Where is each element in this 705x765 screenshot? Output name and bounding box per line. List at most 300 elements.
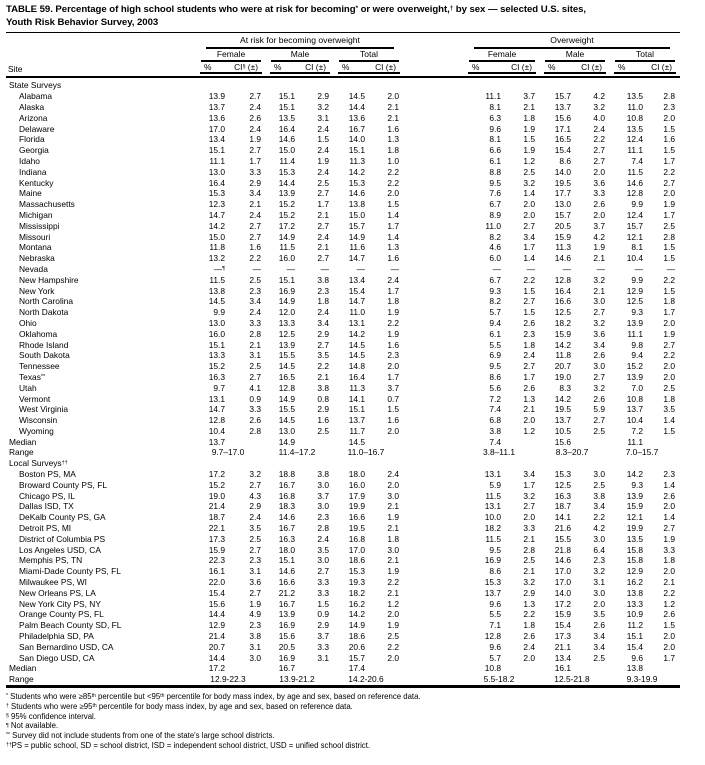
value-cell: 16.0	[348, 479, 365, 490]
value-cell: 6.4	[593, 544, 605, 555]
value-cell: 2.4	[593, 123, 605, 134]
value-cell: 11.3	[349, 155, 365, 166]
spacer-cell	[404, 599, 464, 610]
ci-label: CI (±)	[581, 61, 602, 72]
value-cell: 15.3	[278, 166, 295, 177]
value-cell: 15.5	[278, 350, 295, 361]
median-value: 7.4	[489, 436, 501, 447]
value-cell: 2.6	[593, 393, 605, 404]
value-cell: 2.9	[523, 587, 535, 598]
value-cell: 8.6	[559, 155, 571, 166]
spacer-cell	[404, 642, 464, 653]
spacer-cell	[404, 296, 464, 307]
value-cell: —	[390, 263, 399, 274]
subgroup-female-overweight: Female	[464, 49, 540, 62]
value-cell: 2.2	[663, 166, 675, 177]
value-cell: 9.4	[631, 350, 643, 361]
value-cell: 3.4	[317, 317, 329, 328]
value-cell: 6.3	[489, 112, 501, 123]
value-cell: 17.0	[554, 577, 571, 588]
subgroup-male-overweight: Male	[540, 49, 610, 62]
spacer-cell	[404, 512, 464, 523]
site-label: Nevada	[19, 263, 48, 274]
value-cell: 2.1	[523, 566, 535, 577]
spacer-cell	[404, 491, 464, 502]
value-cell: 22.0	[208, 577, 225, 588]
table-row	[6, 145, 680, 156]
value-cell: 2.1	[387, 112, 399, 123]
value-cell: 15.9	[208, 544, 225, 555]
value-cell: 14.7	[208, 209, 225, 220]
value-cell: 2.2	[593, 134, 605, 145]
site-label: Dallas ISD, TX	[19, 501, 74, 512]
value-cell: 15.3	[208, 188, 225, 199]
value-cell: 2.3	[593, 555, 605, 566]
empty-cell	[648, 663, 680, 674]
value-cell: 2.2	[663, 274, 675, 285]
value-cell: 3.0	[387, 544, 399, 555]
value-cell: 1.7	[523, 371, 535, 382]
value-cell: 2.6	[593, 350, 605, 361]
value-cell: 21.1	[554, 641, 571, 652]
value-cell: 2.0	[663, 317, 675, 328]
table-row	[6, 631, 680, 642]
value-cell: 1.3	[387, 134, 399, 145]
value-cell: 14.1	[554, 512, 571, 523]
value-cell: 13.4	[554, 652, 571, 663]
value-cell: 2.7	[249, 371, 261, 382]
value-cell: 1.7	[663, 209, 675, 220]
range-value: 11.0–16.7	[347, 447, 385, 458]
value-cell: 1.9	[523, 145, 535, 156]
value-cell: 15.3	[348, 566, 365, 577]
value-cell: 12.9	[626, 566, 643, 577]
value-cell: 17.1	[554, 123, 571, 134]
value-cell: 1.5	[663, 145, 675, 156]
value-cell: 18.6	[348, 631, 365, 642]
table-row	[6, 307, 680, 318]
value-cell: 19.0	[554, 371, 571, 382]
site-label: Vermont	[19, 393, 51, 404]
value-cell: 3.3	[317, 641, 329, 652]
range-value: 7.0–15.7	[625, 447, 659, 458]
value-cell: 9.6	[489, 598, 501, 609]
median-label: Median	[9, 663, 37, 674]
value-cell: 1.9	[249, 134, 261, 145]
value-cell: 9.5	[489, 361, 501, 372]
value-cell: 3.7	[523, 91, 535, 102]
range-value: 14.2-20.6	[348, 674, 384, 685]
value-cell: 13.1	[484, 469, 501, 480]
value-cell: 3.5	[663, 404, 675, 415]
value-cell: 2.7	[249, 145, 261, 156]
value-cell: 3.5	[317, 544, 329, 555]
site-label: West Virginia	[19, 404, 69, 415]
value-cell: 2.7	[249, 91, 261, 102]
value-cell: 2.5	[593, 652, 605, 663]
value-cell: 15.1	[626, 631, 643, 642]
value-cell: 1.4	[387, 209, 399, 220]
value-cell: 16.7	[278, 479, 295, 490]
value-cell: 16.4	[554, 285, 571, 296]
value-cell: 18.2	[348, 587, 365, 598]
spacer-cell	[404, 221, 464, 232]
value-cell: 6.6	[489, 145, 501, 156]
spacer-cell	[404, 286, 464, 297]
value-cell: 1.9	[387, 328, 399, 339]
value-cell: 13.1	[348, 317, 365, 328]
header-group-row	[6, 33, 680, 49]
value-cell: 3.2	[317, 101, 329, 112]
value-cell: 2.7	[523, 501, 535, 512]
value-cell: 16.6	[554, 296, 571, 307]
table-row	[6, 555, 680, 566]
spacer-cell	[6, 49, 196, 62]
table-row	[6, 404, 680, 415]
value-cell: 3.1	[593, 577, 605, 588]
value-cell: 13.7	[348, 415, 365, 426]
value-cell: 14.0	[554, 166, 571, 177]
value-cell: 3.3	[663, 544, 675, 555]
value-cell: 10.4	[626, 415, 643, 426]
value-cell: 4.2	[593, 91, 605, 102]
site-label: Arizona	[19, 112, 48, 123]
site-label: Oklahoma	[19, 328, 58, 339]
value-cell: 2.1	[317, 209, 329, 220]
value-cell: 2.3	[317, 285, 329, 296]
value-cell: 2.3	[249, 285, 261, 296]
value-cell: 14.4	[278, 177, 295, 188]
table-title-line1: TABLE 59. Percentage of high school students who were at risk for becoming* or were overweight,† by sex — selected U.S. sites,	[6, 4, 587, 15]
value-cell: 4.2	[593, 523, 605, 534]
value-cell: 18.0	[348, 469, 365, 480]
value-cell: 14.4	[348, 101, 365, 112]
value-cell: 13.9	[278, 609, 295, 620]
value-cell: 3.4	[593, 641, 605, 652]
value-cell: 12.8	[208, 415, 225, 426]
value-cell: 3.4	[249, 296, 261, 307]
value-cell: 7.4	[631, 155, 643, 166]
site-label: Memphis PS, TN	[19, 555, 83, 566]
value-cell: 11.5	[485, 490, 501, 501]
value-cell: 2.1	[523, 101, 535, 112]
value-cell: 16.9	[278, 652, 295, 663]
site-label: North Carolina	[19, 296, 73, 307]
value-cell: 13.6	[348, 112, 365, 123]
value-cell: 2.1	[317, 371, 329, 382]
value-cell: 11.5	[627, 166, 643, 177]
value-cell: 2.3	[523, 328, 535, 339]
value-cell: 17.7	[554, 188, 571, 199]
value-cell: 2.6	[249, 112, 261, 123]
value-cell: 15.3	[554, 469, 571, 480]
section-label: Local Surveys††	[9, 458, 68, 469]
range-value: 11.4–17.2	[278, 447, 316, 458]
range-row	[6, 447, 680, 458]
value-cell: 15.5	[278, 404, 295, 415]
value-cell: 13.7	[208, 101, 225, 112]
spacer-cell	[404, 91, 464, 102]
value-cell: 2.2	[593, 512, 605, 523]
value-cell: 0.9	[249, 393, 261, 404]
value-cell: 15.4	[554, 145, 571, 156]
value-cell: 4.3	[249, 490, 261, 501]
value-cell: 1.4	[663, 512, 675, 523]
value-cell: 3.7	[317, 631, 329, 642]
value-cell: —	[356, 263, 365, 274]
table-row	[6, 264, 680, 275]
spacer-cell	[404, 394, 464, 405]
site-label: Indiana	[19, 166, 47, 177]
spacer-cell	[404, 264, 464, 275]
value-cell: 14.1	[348, 393, 365, 404]
value-cell: 8.1	[489, 101, 501, 112]
value-cell: 13.0	[208, 166, 225, 177]
value-cell: 1.7	[317, 199, 329, 210]
value-cell: 17.9	[348, 490, 365, 501]
value-cell: 15.8	[626, 555, 643, 566]
site-label: Ohio	[19, 317, 37, 328]
table-row	[6, 620, 680, 631]
value-cell: 13.7	[554, 415, 571, 426]
value-cell: 15.6	[554, 112, 571, 123]
value-cell: 14.5	[208, 296, 225, 307]
value-cell: 2.4	[249, 123, 261, 134]
value-cell: 10.4	[626, 253, 643, 264]
table-row	[6, 566, 680, 577]
value-cell: 7.6	[489, 188, 501, 199]
pct-label: %	[342, 61, 350, 72]
spacer-cell	[404, 242, 464, 253]
value-cell: 7.2	[631, 425, 643, 436]
value-cell: 1.2	[663, 598, 675, 609]
value-cell: 3.0	[249, 652, 261, 663]
value-cell: 2.9	[317, 328, 329, 339]
value-cell: 2.8	[663, 91, 675, 102]
value-cell: 7.4	[489, 404, 501, 415]
section-header-row	[6, 77, 680, 91]
value-cell: 3.3	[317, 587, 329, 598]
value-cell: 11.5	[485, 533, 501, 544]
range-value: 5.5-18.2	[483, 674, 515, 685]
value-cell: 15.3	[484, 577, 501, 588]
value-cell: 4.0	[593, 112, 605, 123]
value-cell: 1.6	[663, 134, 675, 145]
value-cell: 1.3	[523, 598, 535, 609]
value-cell: 2.0	[387, 91, 399, 102]
value-cell: 21.2	[278, 587, 295, 598]
value-cell: 3.1	[317, 112, 329, 123]
table-row	[6, 199, 680, 210]
value-cell: 1.9	[387, 307, 399, 318]
value-cell: 1.7	[663, 155, 675, 166]
value-cell: 15.7	[348, 220, 365, 231]
value-cell: 1.9	[387, 512, 399, 523]
value-cell: 5.9	[593, 404, 605, 415]
value-cell: 2.2	[663, 350, 675, 361]
value-cell: 2.4	[523, 350, 535, 361]
value-cell: 15.3	[348, 177, 365, 188]
value-cell: 19.9	[626, 523, 643, 534]
value-cell: 3.8	[317, 469, 329, 480]
site-label: Chicago PS, IL	[19, 490, 75, 501]
value-cell: 13.5	[626, 91, 643, 102]
spacer-cell	[404, 145, 464, 156]
value-cell: 9.9	[631, 199, 643, 210]
site-label: Mississippi	[19, 220, 60, 231]
value-cell: 3.3	[249, 166, 261, 177]
value-cell: 2.2	[249, 253, 261, 264]
value-cell: 16.8	[348, 533, 365, 544]
spacer-cell	[404, 663, 464, 674]
value-cell: 3.7	[593, 220, 605, 231]
value-cell: 10.8	[626, 393, 643, 404]
value-cell: 3.7	[317, 490, 329, 501]
value-cell: 4.6	[489, 242, 501, 253]
table-row	[6, 599, 680, 610]
value-cell: 2.0	[663, 566, 675, 577]
value-cell: 2.1	[593, 285, 605, 296]
value-cell: 2.4	[523, 641, 535, 652]
value-cell: 0.9	[317, 609, 329, 620]
value-cell: 3.6	[593, 328, 605, 339]
value-cell: 2.1	[387, 501, 399, 512]
value-cell: 2.6	[249, 415, 261, 426]
value-cell: 3.4	[249, 188, 261, 199]
value-cell: 13.3	[278, 317, 295, 328]
value-cell: 11.4	[279, 155, 295, 166]
site-label: Alabama	[19, 91, 53, 102]
value-cell: 17.2	[208, 469, 225, 480]
site-label: Kentucky	[19, 177, 54, 188]
value-cell: 8.3	[559, 382, 571, 393]
site-label: DeKalb County PS, GA	[19, 512, 106, 523]
spacer-cell	[404, 588, 464, 599]
value-cell: 21.6	[554, 523, 571, 534]
value-cell: 1.5	[523, 134, 535, 145]
value-cell: 12.8	[554, 274, 571, 285]
site-label: Nebraska	[19, 253, 55, 264]
value-cell: 16.9	[484, 555, 501, 566]
value-cell: 12.5	[554, 479, 571, 490]
value-cell: 2.1	[593, 253, 605, 264]
spacer-cell	[404, 62, 464, 78]
value-cell: 15.2	[208, 361, 225, 372]
value-cell: 20.6	[348, 641, 365, 652]
site-label: Miami-Dade County PS, FL	[19, 566, 121, 577]
value-cell: 3.2	[523, 177, 535, 188]
value-cell: 12.8	[626, 188, 643, 199]
ci-label: CI (±)	[511, 61, 532, 72]
value-cell: 14.6	[554, 555, 571, 566]
ci-label: CI (±)	[305, 61, 326, 72]
value-cell: —	[634, 263, 643, 274]
value-cell: 15.7	[348, 652, 365, 663]
value-cell: 6.9	[489, 350, 501, 361]
value-cell: 14.7	[348, 296, 365, 307]
pct-label: %	[204, 61, 212, 72]
value-cell: 2.4	[249, 307, 261, 318]
range-value: 9.3-19.9	[626, 674, 658, 685]
table-row	[6, 156, 680, 167]
value-cell: 1.5	[387, 404, 399, 415]
value-cell: 13.7	[484, 587, 501, 598]
value-cell: 17.2	[554, 598, 571, 609]
site-label: Montana	[19, 242, 52, 253]
value-cell: 21.8	[554, 544, 571, 555]
value-cell: 15.1	[278, 555, 295, 566]
table-row	[6, 318, 680, 329]
value-cell: 2.4	[317, 166, 329, 177]
value-cell: 3.2	[593, 101, 605, 112]
value-cell: 16.4	[348, 371, 365, 382]
value-cell: 18.8	[278, 469, 295, 480]
value-cell: 1.8	[523, 339, 535, 350]
value-cell: 9.6	[489, 123, 501, 134]
value-cell: 15.4	[626, 641, 643, 652]
value-cell: 2.6	[523, 317, 535, 328]
value-cell: 2.2	[387, 577, 399, 588]
value-cell: 2.2	[317, 361, 329, 372]
value-cell: 11.1	[627, 145, 643, 156]
median-row	[6, 437, 680, 448]
value-cell: 15.8	[626, 544, 643, 555]
spacer-cell	[404, 480, 464, 491]
value-cell: 2.0	[387, 425, 399, 436]
value-cell: 13.3	[626, 598, 643, 609]
value-cell: 1.8	[663, 296, 675, 307]
spacer-cell	[404, 210, 464, 221]
value-cell: 15.9	[626, 501, 643, 512]
value-cell: 9.4	[489, 317, 501, 328]
spacer-cell	[404, 318, 464, 329]
spacer-cell	[404, 33, 464, 49]
value-cell: 2.7	[593, 415, 605, 426]
value-cell: 8.2	[489, 231, 501, 242]
median-value: 10.8	[484, 663, 501, 674]
footnote: † Students who were ≥95th percentile for body mass index, by age and sex, based on reference data.	[6, 701, 353, 711]
site-label: New York City PS, NY	[19, 598, 101, 609]
value-cell: 2.0	[387, 652, 399, 663]
value-cell: 10.9	[626, 609, 643, 620]
pct-label: %	[548, 61, 556, 72]
value-cell: —	[320, 263, 329, 274]
value-cell: 17.0	[554, 566, 571, 577]
table-row	[6, 350, 680, 361]
value-cell: 18.6	[348, 555, 365, 566]
value-cell: 1.7	[523, 479, 535, 490]
value-cell: 1.4	[523, 253, 535, 264]
table-row	[6, 415, 680, 426]
table-row	[6, 501, 680, 512]
site-label: Missouri	[19, 231, 51, 242]
value-cell: 3.8	[489, 425, 501, 436]
value-cell: 22.3	[208, 555, 225, 566]
value-cell: 1.5	[663, 285, 675, 296]
value-cell: 15.4	[208, 587, 225, 598]
median-value: 17.2	[208, 663, 225, 674]
value-cell: 3.0	[317, 555, 329, 566]
value-cell: 2.5	[593, 425, 605, 436]
median-value: 17.4	[348, 663, 365, 674]
site-label: Texas**	[19, 371, 46, 382]
value-cell: 11.0	[485, 220, 501, 231]
value-cell: 12.3	[208, 199, 225, 210]
value-cell: 2.4	[317, 307, 329, 318]
value-cell: 13.3	[208, 350, 225, 361]
empty-cell	[370, 663, 404, 674]
value-cell: 1.3	[387, 242, 399, 253]
